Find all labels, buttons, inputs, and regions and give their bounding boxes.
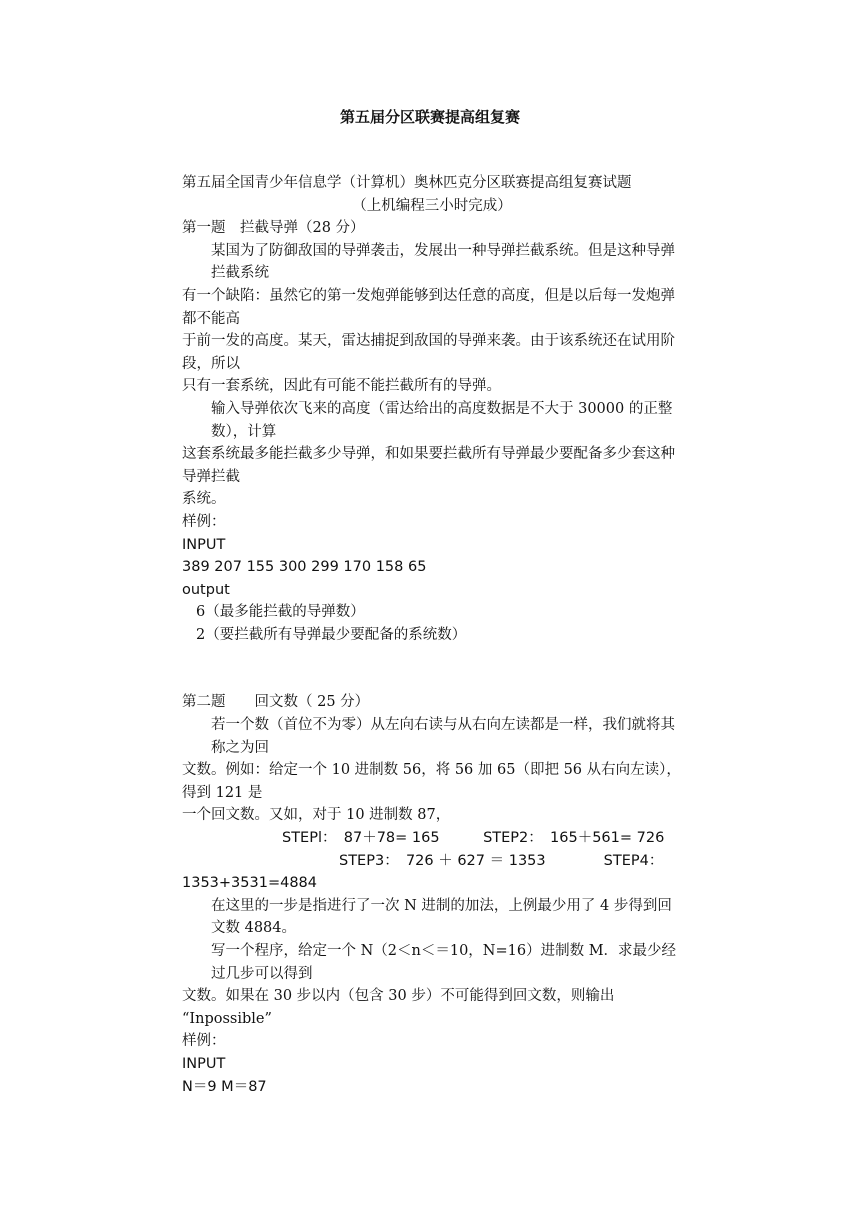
problem1-paragraph1-line1: 某国为了防御敌国的导弹袭击，发展出一种导弹拦截系统。但是这种导弹拦截系统 (211, 242, 675, 282)
problem1-title: 第一题 拦截导弹（28 分） (182, 220, 365, 237)
problem1-input-label: INPUT (182, 536, 226, 553)
problem2-steps-line3: 1353+3531=4884 (182, 875, 318, 892)
exam-subheading: （上机编程三小时完成） (352, 197, 512, 214)
problem1-paragraph2-line3: 系统。 (182, 491, 226, 508)
exam-heading: 第五届全国青少年信息学（计算机）奥林匹克分区联赛提高组复赛试题 (182, 175, 632, 191)
section-spacer (182, 646, 682, 691)
problem2-input-value: N＝9 M＝87 (182, 1078, 267, 1095)
document-title: 第五届分区联赛提高组复赛 (339, 108, 520, 126)
problem2-paragraph1-line2: 文数。例如：给定一个 10 进制数 56，将 56 加 65（即把 56 从右向左读），得到 121 是 (182, 762, 681, 801)
document-body (182, 172, 682, 1098)
problem1-output-label: output (182, 581, 230, 598)
problem2-paragraph1-line1: 若一个数（首位不为零）从左向右读与从右向左读都是一样，我们就将其称之为回 (211, 717, 675, 756)
problem1-output-2: 2（要拦截所有导弹最少要配备的系统数） (196, 626, 467, 643)
problem2-paragraph3-line1: 写一个程序，给定一个 N（2＜n＜＝10，N=16）进制数 M．求最少经过几步可以得到 (211, 943, 677, 982)
problem1-input-value: 389 207 155 300 299 170 158 65 (182, 559, 427, 576)
problem2-paragraph2-line1: 在这里的一步是指进行了一次 N 进制的加法，上例最少用了 4 步得到回文数 4884。 (211, 897, 672, 937)
problem1-paragraph1-line2: 有一个缺陷：虽然它的第一发炮弹能够到达任意的高度，但是以后每一发炮弹都不能高 (182, 287, 675, 327)
problem1-paragraph1-line4: 只有一套系统，因此有可能不能拦截所有的导弹。 (182, 378, 501, 395)
problem2-steps-line1: STEPl： 87＋78= 165 STEP2： 165＋561= 726 (282, 830, 665, 847)
problem2-input-label: INPUT (182, 1055, 226, 1072)
problem1-paragraph2-line2: 这套系统最多能拦截多少导弹，和如果要拦截所有导弹最少要配备多少套这种导弹拦截 (182, 446, 675, 485)
problem1-sample-label: 样例： (182, 513, 226, 530)
problem2-steps-line2: STEP3： 726 ＋ 627 ＝ 1353 STEP4： (339, 852, 664, 869)
problem2-paragraph3-line2: 文数。如果在 30 步以内（包含 30 步）不可能得到回文数，则输出 “Inpossible” (182, 988, 615, 1027)
problem2-title: 第二题 回文数（ 25 分） (182, 694, 370, 711)
problem1-output-1: 6（最多能拦截的导弹数） (196, 604, 365, 621)
problem2-sample-label: 样例： (182, 1033, 226, 1050)
problem1-paragraph2-line1: 输入导弹依次飞来的高度（雷达给出的高度数据是不大于 30000 的正整数），计算 (211, 400, 673, 440)
problem1-paragraph1-line3: 于前一发的高度。某天，雷达捕捉到敌国的导弹来袭。由于该系统还在试用阶段，所以 (182, 333, 675, 372)
problem2-paragraph1-line3: 一个回文数。又如，对于 10 进制数 87， (182, 807, 451, 824)
